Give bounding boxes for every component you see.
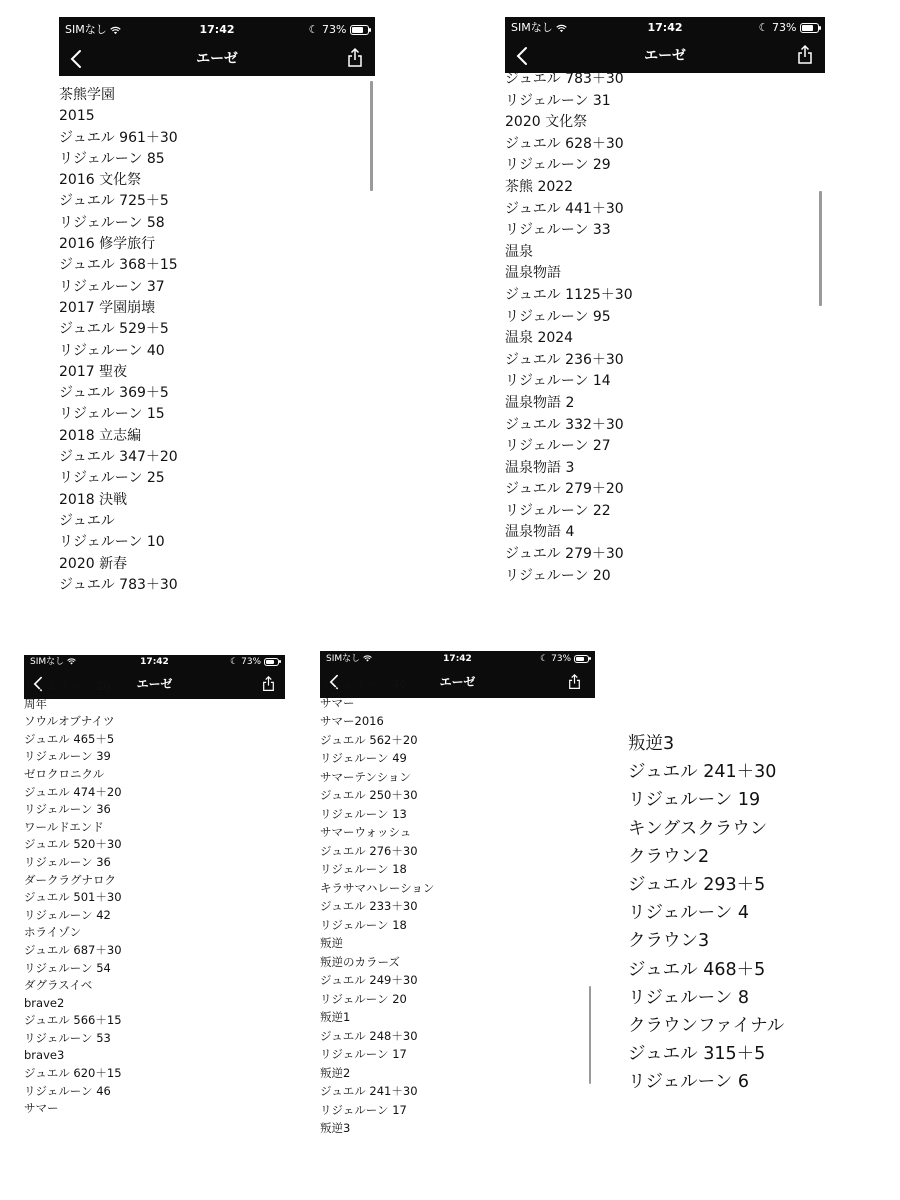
list-item: ジュエル 1125＋30 [505,286,633,303]
list-item: リジェルーン 18 [320,862,407,876]
list-item: 2016 修学旅行 [59,236,156,253]
list-item: ジュエル 441＋30 [505,200,624,217]
list-item: サマー [24,1101,59,1116]
carrier-label: SIMなし [30,655,76,670]
moon-icon: ☾ [230,657,239,667]
list-item: ジュエル 233＋30 [320,899,418,913]
app-header [505,17,825,73]
list-item: ジュエル 628＋30 [505,135,624,152]
scrollbar[interactable] [370,81,373,191]
list-item: サマー2016 [320,714,384,728]
status-bar [59,17,375,43]
list-item: リジェルーン 46 [320,677,407,691]
list-item: ジュエル 315＋5 [628,1044,766,1065]
text-list[interactable] [59,85,375,593]
list-content [628,730,888,1097]
share-icon[interactable] [347,48,363,68]
list-item: ソウルオブナイツ [24,714,115,729]
list-item: 叛逆3 [628,734,675,754]
list-item: リジェルーン 18 [320,917,407,932]
list-item: 温泉物語 3 [505,459,575,476]
list-item: リジェルーン 19 [628,790,761,811]
list-item: ジュエル 529＋5 [59,321,169,338]
list-item: リジェルーン 53 [24,1030,111,1045]
list-item: ジュエル 279＋30 [505,546,624,563]
list-content [24,678,285,1118]
list-item: ジュエル 520＋30 [24,837,122,852]
list-item: リジェルーン 36 [24,854,111,869]
battery-icon [574,655,589,663]
page-title: エーゼ [196,51,238,67]
list-item: リジェルーン 14 [505,373,611,390]
moon-icon: ☾ [308,23,319,36]
screenshot-panel-4 [320,651,595,1140]
carrier-label: SIMなし [511,17,567,39]
list-item: リジェルーン 46 [24,1083,111,1098]
list-item: ジュエル 248＋30 [320,1028,418,1043]
list-item: ダグラスイベ [24,978,93,993]
moon-icon: ☾ [758,21,769,34]
list-item: brave3 [24,1048,65,1063]
list-item: ジュエル 961＋30 [59,129,178,146]
page-title: エーゼ [136,677,173,691]
list-item: ジュエル 501＋30 [24,890,122,905]
clock: 17:42 [443,654,472,664]
status-bar [24,655,285,670]
list-item: リジェルーン 39 [24,749,111,764]
list-item: ジュエル 241＋30 [320,1084,418,1098]
list-item: ワールドエンド [24,819,104,834]
list-item: 2015 [59,108,95,125]
list-item: 2020 新春 [59,555,128,572]
list-item: ジュエル 276＋30 [320,843,418,858]
list-item: リジェルーン 17 [320,1102,407,1117]
list-item: クラウン3 [628,931,710,952]
battery-icon [264,658,279,666]
list-item: 茶熊学園 [59,87,115,103]
text-list[interactable] [505,69,825,587]
list-item: リジェルーン 31 [505,92,611,109]
list-content [320,675,595,1138]
list-item: リジェルーン 29 [505,157,611,174]
list-item: 周年 [24,696,47,711]
list-item: キングスクラウン [628,818,768,839]
list-item: クラウン2 [628,846,710,867]
list-item: リジェルーン 6 [628,1072,749,1093]
list-item: ゼロクロニクル [24,766,105,781]
list-item: 温泉物語 4 [505,524,575,541]
list-item: brave2 [24,995,65,1010]
list-item: ジュエル [59,512,115,529]
battery-status: ☾ 73% [759,17,819,39]
list-item: ジュエル 369＋5 [59,385,169,402]
list-item: サマーウォッシュ [320,825,412,839]
list-item: ジュエル 249＋30 [320,973,418,987]
share-icon[interactable] [797,45,813,65]
battery-icon [350,25,369,35]
list-item: リジェルーン 10 [59,534,165,551]
page-title: エーゼ [644,48,686,64]
list-item: ジュエル 347＋20 [59,449,178,466]
list-item: サマーテンション [320,769,411,784]
carrier-label: SIMなし [326,651,372,667]
list-item: キラサマハレーション [320,880,435,895]
list-content [59,85,375,596]
list-item: リジェルーン 22 [505,502,611,519]
list-item: ホライゾン [24,925,82,940]
list-item: 叛逆2 [320,1065,351,1080]
list-item: ジュエル 250＋30 [320,788,418,802]
list-content [505,69,825,587]
list-item: ジュエル 783＋30 [59,576,178,593]
list-item: リジェルーン 95 [505,308,611,325]
list-item: ジュエル 332＋30 [505,416,624,433]
list-item: リジェルーン 54 [24,960,111,975]
list-item: 温泉 [505,243,533,260]
list-item: ジュエル 468＋5 [628,959,766,980]
list-item: リジェルーン 20 [505,567,611,584]
list-item: リジェルーン 85 [59,150,165,167]
list-item: ジュエル 241＋30 [628,762,777,783]
list-item: 2017 学園崩壊 [59,299,156,316]
list-item: リジェルーン 20 [320,991,407,1006]
status-bar [320,651,595,667]
list-item: 温泉物語 [505,265,561,282]
clock: 17:42 [140,657,169,667]
list-item: 温泉 2024 [505,330,574,347]
battery-status: ☾ 73% [230,655,279,670]
list-item: 叛逆3 [320,1121,351,1135]
page-title: エーゼ [439,675,476,689]
list-item: ジュエル 725＋5 [59,193,169,210]
battery-status: ☾ 73% [309,17,369,43]
moon-icon: ☾ [540,654,549,664]
list-item: 2016 文化祭 [59,172,142,189]
list-item: クラウンファイナル [628,1016,785,1037]
list-item: ダークラグナロク [24,872,116,887]
screenshot-panel-2 [505,17,825,587]
list-item: リジェルーン 4 [628,903,749,924]
list-item: リジェルーン 27 [505,438,611,455]
list-item: リジェルーン 8 [628,987,749,1008]
app-header [59,17,375,76]
list-item: ジュエル 620＋15 [24,1066,122,1081]
scrollbar[interactable] [589,986,591,1084]
scrollbar[interactable] [819,191,822,306]
list-item: リジェルーン 17 [320,1047,407,1061]
list-item: ジュエル 783＋30 [505,71,624,87]
list-item: リジェルーン 37 [59,278,165,295]
list-item: 温泉物語 2 [505,394,575,411]
list-item: 茶熊 2022 [505,178,574,195]
text-list[interactable] [628,730,888,1097]
list-item: 叛逆1 [320,1010,351,1024]
status-bar [505,17,825,39]
list-item: ジュエル 279＋20 [505,481,624,498]
list-item: リジェルーン 58 [59,214,165,231]
list-item: 2018 決戦 [59,491,128,508]
list-item: ジュエル 293＋5 [628,875,766,896]
nav-bar [505,39,825,73]
screenshot-panel-1 [59,17,375,593]
list-item: ジュエル 687＋30 [24,942,122,957]
list-item: リジェルーン 20 [24,679,111,693]
list-item: ジュエル 368＋15 [59,257,178,274]
nav-bar [59,43,375,76]
list-item: ジュエル 236＋30 [505,351,624,368]
list-item: 叛逆 [320,936,343,950]
battery-status: ☾ 73% [540,651,589,667]
list-item: 2017 聖夜 [59,363,128,380]
list-item: 2020 文化祭 [505,114,588,131]
list-item: ジュエル 474＋20 [24,784,122,799]
carrier-label: SIMなし [65,17,121,43]
screenshot-panel-5 [628,730,888,1100]
list-item: リジェルーン 36 [24,802,111,817]
screenshot-panel-3 [24,655,285,1123]
list-item: ジュエル 566＋15 [24,1013,122,1028]
list-item: ジュエル 562＋20 [320,732,418,747]
list-item: リジェルーン 49 [320,751,407,765]
clock: 17:42 [647,21,683,34]
list-item: リジェルーン 42 [24,907,111,922]
list-item: リジェルーン 25 [59,470,165,487]
list-item: 2018 立志編 [59,427,142,444]
list-item: サマー [320,695,355,710]
list-item: ジュエル 465＋5 [24,731,115,746]
list-item: リジェルーン 40 [59,342,165,359]
list-item: リジェルーン 33 [505,222,611,239]
clock: 17:42 [199,23,235,36]
list-item: リジェルーン 15 [59,406,165,423]
list-item: 叛逆のカラーズ [320,954,400,969]
list-item: リジェルーン 13 [320,806,407,821]
battery-icon [800,23,819,33]
